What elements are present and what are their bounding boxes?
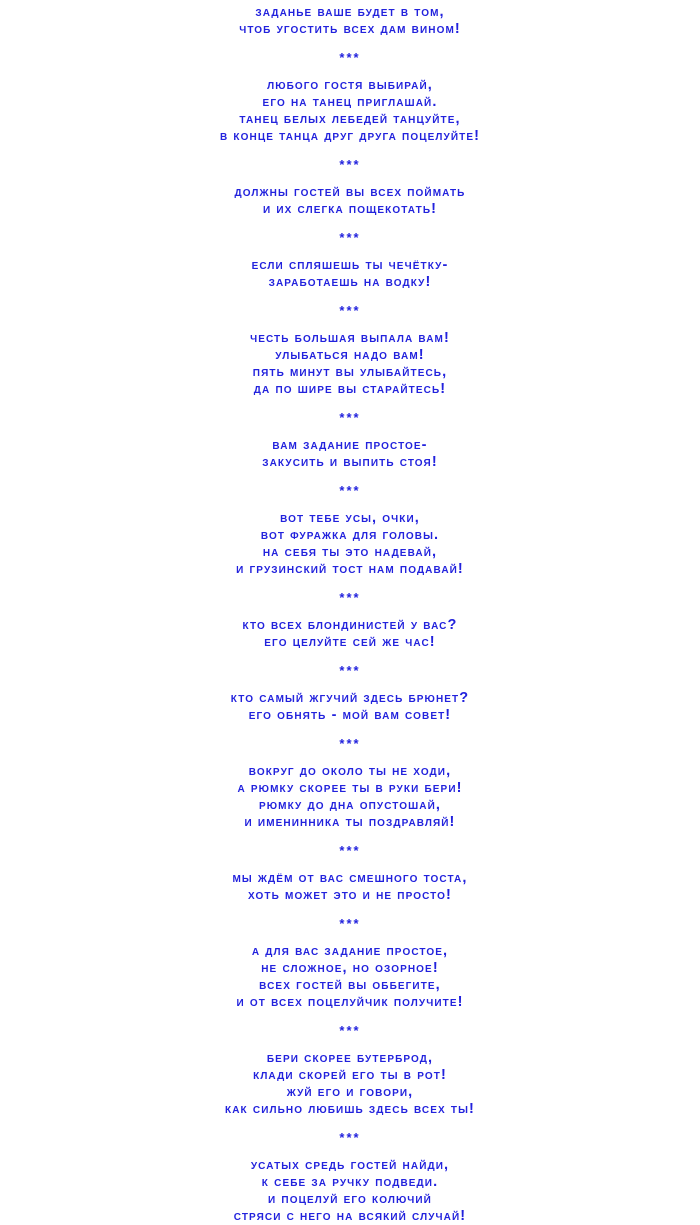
stanza-line: кто самый жгучий здесь брюнет? xyxy=(230,690,470,706)
stanza-line: хоть может это и не просто! xyxy=(248,887,452,903)
stanza-separator: *** xyxy=(339,410,361,425)
stanza-line: вам задание простое- xyxy=(272,437,428,453)
stanza-line: танец белых лебедей танцуйте, xyxy=(239,111,461,127)
stanza-line: вокруг до около ты не ходи, xyxy=(248,763,452,779)
stanza xyxy=(0,870,700,904)
stanza-line: честь большая выпала вам! xyxy=(250,330,450,346)
stanza-line: если спляшешь ты чечётку- xyxy=(251,257,449,273)
stanza-separator: *** xyxy=(339,1023,361,1038)
stanza-line: и грузинский тост нам подавай! xyxy=(236,561,464,577)
stanza-line: клади скорей его ты в рот! xyxy=(253,1067,447,1083)
stanza-line: заданье ваше будет в том, xyxy=(255,4,445,20)
stanza-line: чтоб угостить всех дам вином! xyxy=(239,21,461,37)
stanza xyxy=(0,4,700,38)
stanza-line: а рюмку скорее ты в руки бери! xyxy=(237,780,463,796)
stanza-line: и именинника ты поздравляй! xyxy=(244,814,456,830)
stanza xyxy=(0,77,700,145)
stanza-line: его обнять - мой вам совет! xyxy=(248,707,452,723)
stanza-line: заработаешь на водку! xyxy=(268,274,432,290)
stanza xyxy=(0,943,700,1011)
stanza-line: на себя ты это надевай, xyxy=(262,544,438,560)
stanza-line: стряси с него на всякий случай! xyxy=(233,1208,467,1224)
stanza-line: как сильно любишь здесь всех ты! xyxy=(225,1101,475,1117)
stanza-separator: *** xyxy=(339,736,361,751)
stanza-line: закусить и выпить стоя! xyxy=(262,454,438,470)
stanza-line: и от всех поцелуйчик получите! xyxy=(236,994,464,1010)
stanza-line: вот фуражка для головы. xyxy=(260,527,440,543)
stanza-line: пять минут вы улыбайтесь, xyxy=(252,364,448,380)
stanza-line: кто всех блондинистей у вас? xyxy=(242,617,458,633)
stanza-line: вот тебе усы, очки, xyxy=(280,510,420,526)
stanza-line: его на танец приглашай. xyxy=(262,94,438,110)
stanza xyxy=(0,184,700,218)
stanza-line: любого гостя выбирай, xyxy=(267,77,433,93)
stanza-line: к себе за ручку подведи. xyxy=(261,1174,439,1190)
stanza xyxy=(0,437,700,471)
stanza-line: жуй его и говори, xyxy=(286,1084,414,1100)
stanza-separator: *** xyxy=(339,1130,361,1145)
stanza-line: бери скорее бутерброд, xyxy=(266,1050,434,1066)
stanza-separator: *** xyxy=(339,843,361,858)
stanza-line: в конце танца друг друга поцелуйте! xyxy=(219,128,481,144)
stanza-line: рюмку до дна опустошай, xyxy=(258,797,442,813)
stanza-line: и их слегка пощекотать! xyxy=(262,201,438,217)
stanza-separator: *** xyxy=(339,483,361,498)
stanza-line: улыбаться надо вам! xyxy=(275,347,425,363)
stanza xyxy=(0,510,700,578)
stanza xyxy=(0,617,700,651)
stanza-separator: *** xyxy=(339,916,361,931)
stanza-separator: *** xyxy=(339,50,361,65)
stanza-line: и поцелуй его колючий xyxy=(268,1191,432,1207)
stanza-line: не сложное, но озорное! xyxy=(261,960,439,976)
stanza-line: должны гостей вы всех поймать xyxy=(234,184,466,200)
stanza-separator: *** xyxy=(339,230,361,245)
stanza-separator: *** xyxy=(339,303,361,318)
stanza xyxy=(0,330,700,398)
stanza-line: усатых средь гостей найди, xyxy=(250,1157,450,1173)
stanza-separator: *** xyxy=(339,157,361,172)
stanza-line: а для вас задание простое, xyxy=(251,943,449,959)
stanza-line: мы ждём от вас смешного тоста, xyxy=(232,870,468,886)
stanza-separator: *** xyxy=(339,663,361,678)
stanza xyxy=(0,1157,700,1225)
stanza xyxy=(0,763,700,831)
stanza xyxy=(0,1050,700,1118)
stanza-line: всех гостей вы оббегите, xyxy=(259,977,441,993)
stanza xyxy=(0,690,700,724)
stanza xyxy=(0,257,700,291)
stanza-separator: *** xyxy=(339,590,361,605)
stanza-line: да по шире вы старайтесь! xyxy=(253,381,447,397)
stanza-line: его целуйте сей же час! xyxy=(264,634,436,650)
